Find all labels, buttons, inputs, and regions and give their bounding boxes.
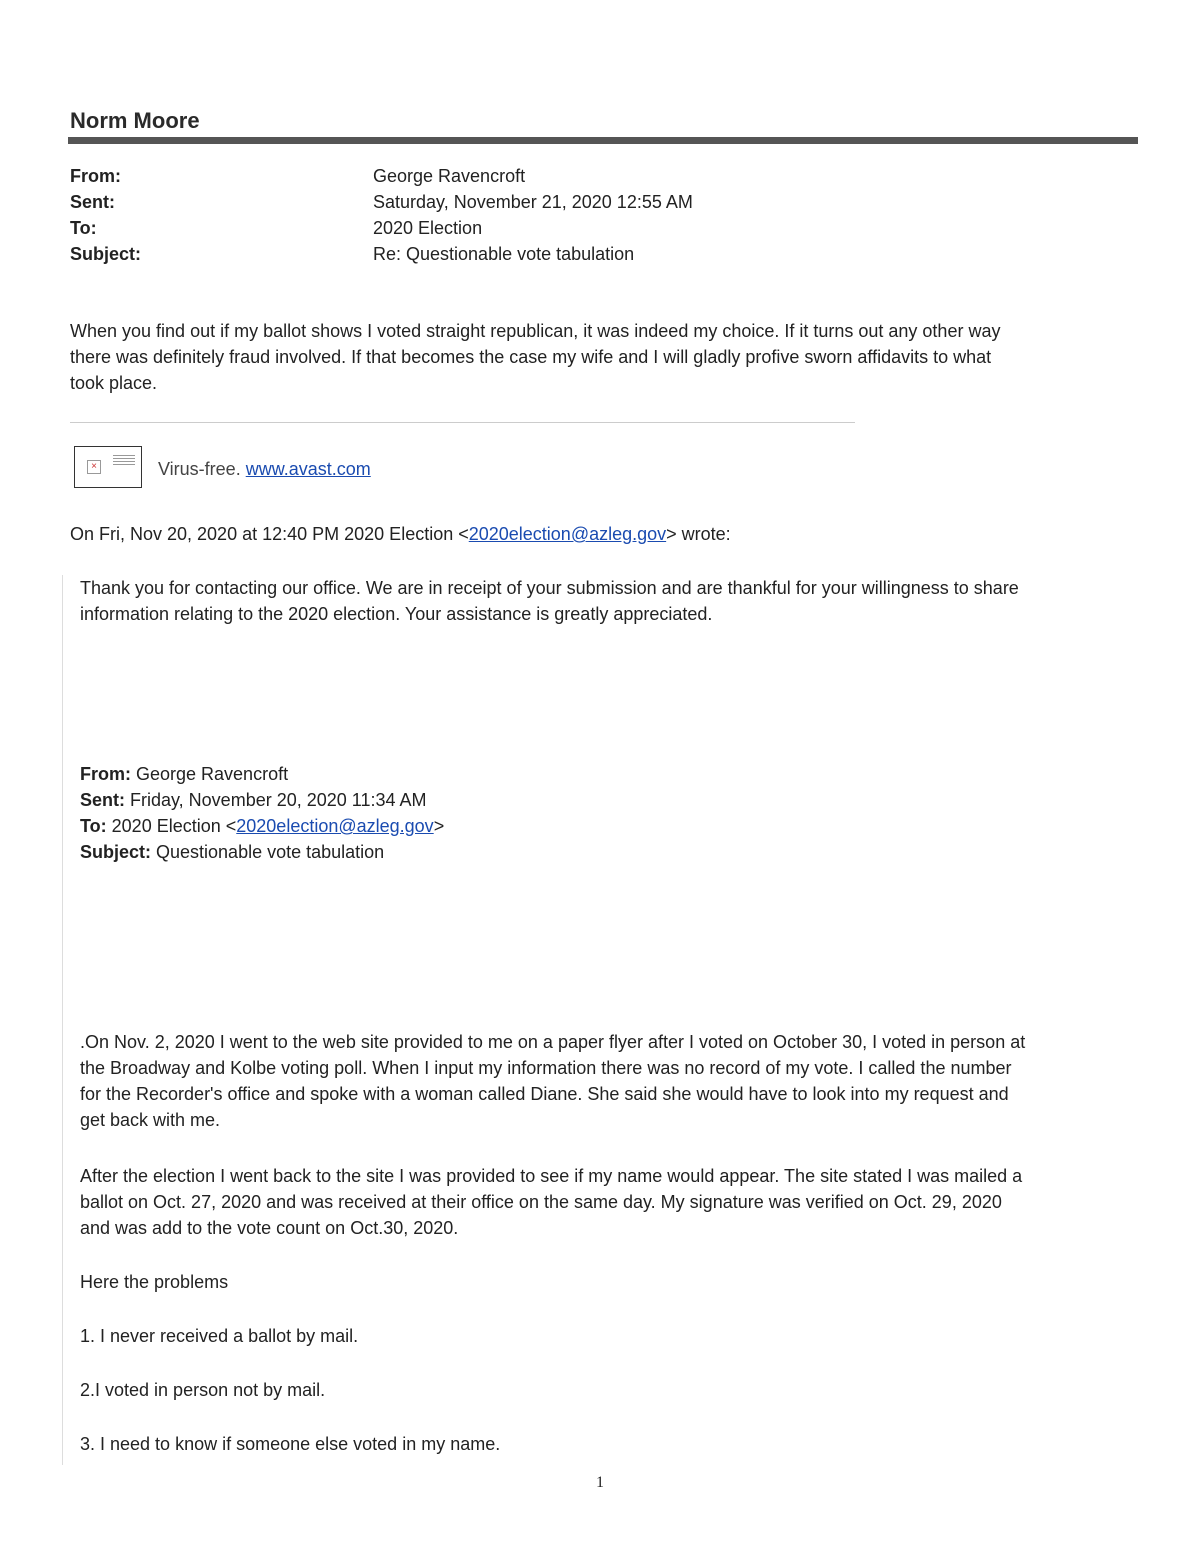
office-reply-line: Thank you for contacting our office. We are in receipt of your submission and are thankful for your willingness to share <box>80 578 1019 598</box>
to-value: 2020 Election <box>373 218 483 238</box>
broken-image-x-icon: × <box>87 460 101 474</box>
to-label: To: <box>70 218 97 238</box>
title-rule <box>68 137 1138 144</box>
quote-intro-text: On Fri, Nov 20, 2020 at 12:40 PM 2020 Election < <box>70 524 469 544</box>
sent-value: Saturday, November 21, 2020 12:55 AM <box>373 192 693 212</box>
orig-sent-value: Friday, November 20, 2020 11:34 AM <box>125 790 427 810</box>
image-placeholder-lines <box>113 455 135 465</box>
document-owner-title: Norm Moore <box>70 108 200 133</box>
from-label: From: <box>70 166 121 186</box>
orig-to-email-link[interactable]: 2020election@azleg.gov <box>236 816 434 836</box>
orig-subject-label: Subject: <box>80 842 152 862</box>
sent-label: Sent: <box>70 192 115 212</box>
election-email-link[interactable]: 2020election@azleg.gov <box>468 524 667 544</box>
avast-link[interactable]: www.avast.com <box>245 459 371 479</box>
from-value: George Ravencroft <box>373 166 526 186</box>
quote-intro <box>70 521 731 547</box>
page-number: 1 <box>596 1474 604 1491</box>
paragraph-line: After the election I went back to the site I was provided to see if my name would appear. The site stated I was mailed a <box>80 1166 1023 1186</box>
subject-value: Re: Questionable vote tabulation <box>373 244 635 264</box>
orig-from-label: From: <box>80 764 131 784</box>
signature-divider <box>70 422 855 423</box>
problems-intro: Here the problems <box>80 1272 229 1292</box>
virus-free-text: Virus-free. <box>158 459 241 479</box>
orig-to-label: To: <box>80 816 107 836</box>
subject-label: Subject: <box>70 244 142 264</box>
orig-to-end: > <box>433 816 445 836</box>
orig-from-value: George Ravencroft <box>131 764 289 784</box>
problem-item: 3. I need to know if someone else voted in my name. <box>80 1434 501 1454</box>
paragraph-line: and was add to the vote count on Oct.30, 2020. <box>80 1218 459 1238</box>
avast-signature <box>158 459 371 480</box>
orig-sent-label: Sent: <box>80 790 125 810</box>
reply-line: there was definitely fraud involved. If that becomes the case my wife and I will gladly profive sworn affidavits to what <box>70 347 992 367</box>
paragraph-line: for the Recorder's office and spoke with a woman called Diane. She said she would have to look into my request and <box>80 1084 1009 1104</box>
reply-line: When you find out if my ballot shows I voted straight republican, it was indeed my choice. If it turns out any other way <box>70 321 1001 341</box>
quote-intro-text-end: > wrote: <box>666 524 731 544</box>
paragraph-line: the Broadway and Kolbe voting poll. When I input my information there was no record of my vote. I called the number <box>80 1058 1012 1078</box>
orig-subject-value: Questionable vote tabulation <box>151 842 385 862</box>
paragraph-line: get back with me. <box>80 1110 221 1130</box>
reply-body <box>70 318 1000 396</box>
original-header <box>80 761 444 865</box>
reply-line: took place. <box>70 373 158 393</box>
problem-item: 2.I voted in person not by mail. <box>80 1380 326 1400</box>
paragraph-line: .On Nov. 2, 2020 I went to the web site provided to me on a paper flyer after I voted on October 30, I voted in person at <box>80 1032 1026 1052</box>
office-reply-line: information relating to the 2020 election. Your assistance is greatly appreciated. <box>80 604 713 624</box>
orig-to-value: 2020 Election < <box>106 816 237 836</box>
paragraph-line: ballot on Oct. 27, 2020 and was received at their office on the same day. My signature was verified on Oct. 29, 2020 <box>80 1192 1002 1212</box>
paragraph-2 <box>80 1163 1022 1241</box>
problem-item: 1. I never received a ballot by mail. <box>80 1326 359 1346</box>
paragraph-1 <box>80 1029 1025 1133</box>
office-reply <box>80 575 1019 627</box>
broken-image-icon <box>74 446 142 488</box>
quote-bar <box>62 575 63 1465</box>
